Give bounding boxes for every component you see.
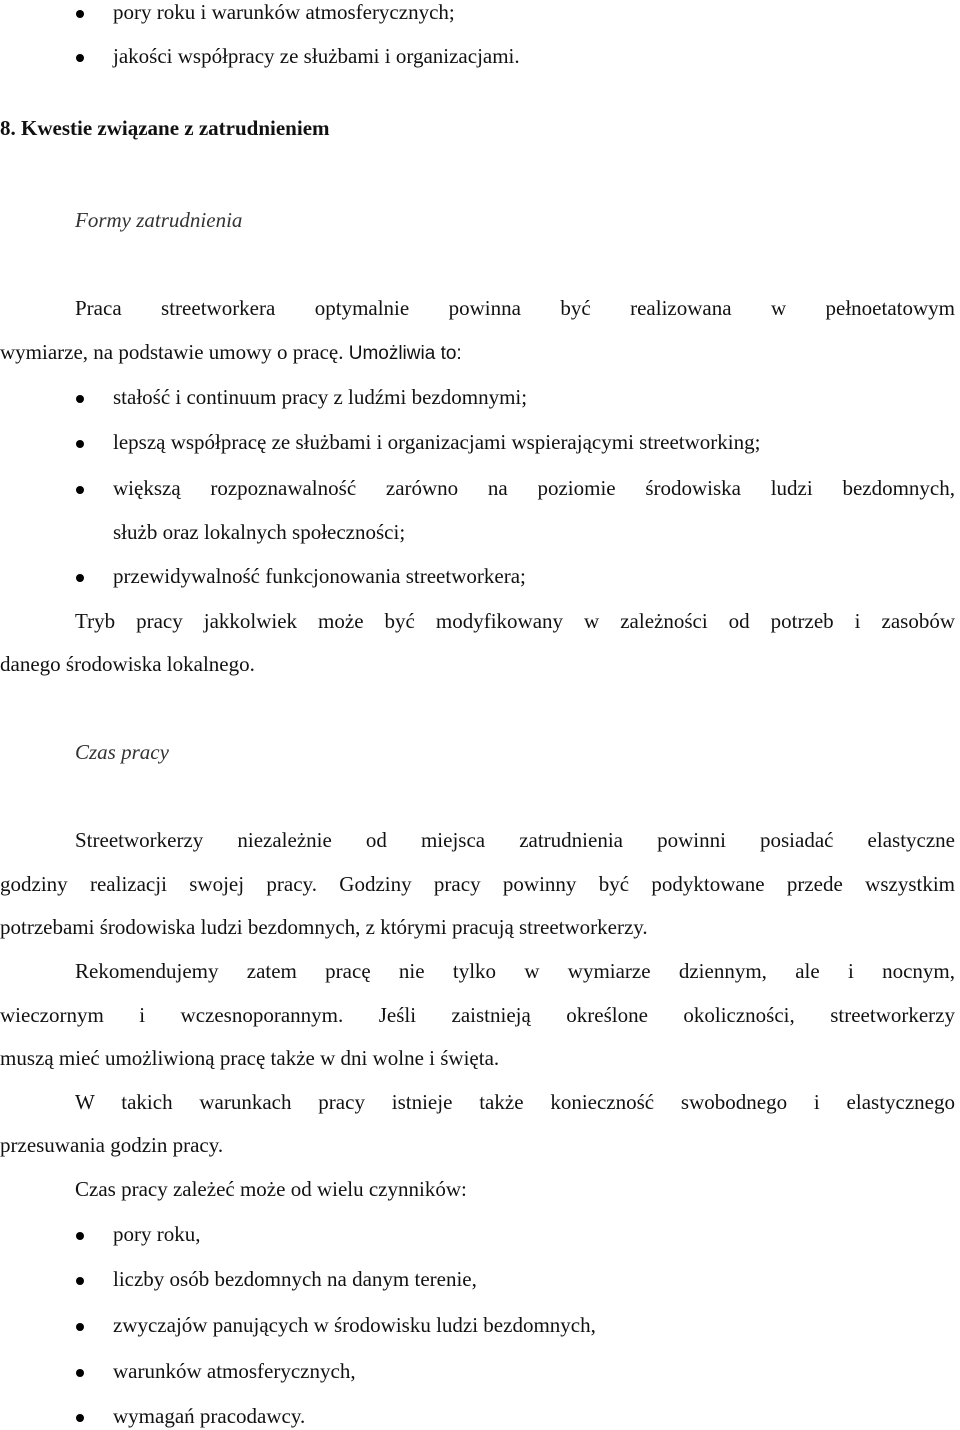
list-item: przewidywalność funkcjonowania streetworkera;: [113, 564, 526, 588]
subheading-employment-forms: Formy zatrudnienia: [75, 208, 243, 232]
bullet-icon: [76, 1414, 84, 1422]
list-item: stałość i continuum pracy z ludźmi bezdomnymi;: [113, 385, 528, 409]
list-item-continuation: służb oraz lokalnych społeczności;: [113, 520, 406, 544]
bullet-icon: [76, 440, 84, 448]
paragraph-line: potrzebami środowiska ludzi bezdomnych, z którymi pracują streetworkerzy.: [0, 915, 648, 939]
list-item: większą rozpoznawalność zarówno na poziomie środowiska ludzi bezdomnych,: [113, 476, 955, 500]
paragraph-line: Praca streetworkera optymalnie powinna być realizowana w pełnoetatowym: [75, 296, 955, 320]
list-item: warunków atmosferycznych,: [113, 1359, 356, 1383]
section-heading: 8. Kwestie związane z zatrudnieniem: [0, 116, 330, 140]
bullet-icon: [76, 10, 84, 18]
bullet-icon: [76, 1369, 84, 1377]
list-item: liczby osób bezdomnych na danym terenie,: [113, 1267, 477, 1291]
paragraph-line: Tryb pracy jakkolwiek może być modyfikowany w zależności od potrzeb i zasobów: [75, 609, 955, 633]
subheading-working-hours: Czas pracy: [75, 740, 169, 764]
bullet-icon: [76, 1232, 84, 1240]
list-item: pory roku i warunków atmosferycznych;: [113, 0, 455, 24]
paragraph-text: wymiarze, na podstawie umowy o pracę.: [0, 340, 344, 364]
paragraph-line: [0, 340, 462, 365]
paragraph-line: danego środowiska lokalnego.: [0, 652, 255, 676]
paragraph-line: W takich warunkach pracy istnieje także konieczność swobodnego i elastycznego: [75, 1090, 955, 1114]
paragraph-line: godziny realizacji swojej pracy. Godziny pracy powinny być podyktowane przede wszystkim: [0, 872, 955, 896]
paragraph-line: przesuwania godzin pracy.: [0, 1133, 224, 1157]
list-item: pory roku,: [113, 1222, 201, 1246]
bullet-icon: [76, 395, 84, 403]
list-item: lepszą współpracę ze służbami i organizacjami wspierającymi streetworking;: [113, 430, 761, 454]
paragraph-line: Streetworkerzy niezależnie od miejsca zatrudnienia powinni posiadać elastyczne: [75, 828, 955, 852]
paragraph-line: Rekomendujemy zatem pracę nie tylko w wymiarze dziennym, ale i nocnym,: [75, 959, 955, 983]
paragraph-line: muszą mieć umożliwioną pracę także w dni wolne i święta.: [0, 1046, 500, 1070]
paragraph-text-sans: Umożliwia to:: [348, 343, 462, 364]
bullet-icon: [76, 54, 84, 62]
bullet-icon: [76, 486, 84, 494]
bullet-icon: [76, 1323, 84, 1331]
list-item: zwyczajów panujących w środowisku ludzi bezdomnych,: [113, 1313, 596, 1337]
bullet-icon: [76, 1277, 84, 1285]
paragraph-line: Czas pracy zależeć może od wielu czynników:: [75, 1177, 467, 1201]
bullet-icon: [76, 574, 84, 582]
paragraph-line: wieczornym i wczesnoporannym. Jeśli zaistnieją określone okoliczności, streetworkerzy: [0, 1003, 955, 1027]
list-item: wymagań pracodawcy.: [113, 1404, 306, 1428]
list-item: jakości współpracy ze służbami i organizacjami.: [113, 44, 520, 68]
